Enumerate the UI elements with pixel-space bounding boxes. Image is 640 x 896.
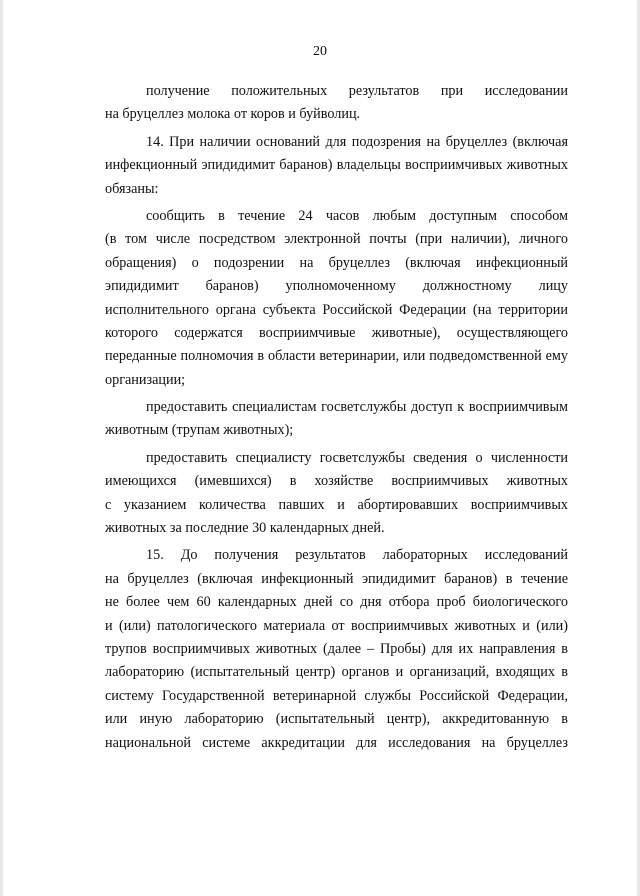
text-line: не более чем 60 календарных дней со дня отбора проб биологического — [105, 594, 568, 611]
text-line: обязаны: — [105, 180, 159, 197]
paragraph-6 — [105, 544, 568, 755]
text-line: переданные полномочия в области ветеринарии, или подведомственной ему — [105, 348, 568, 365]
text-line: предоставить специалисту госветслужбы сведения о численности — [146, 449, 568, 466]
text-line: на бруцеллез (включая инфекционный эпидидимит баранов) в течение — [105, 570, 568, 587]
text-line: 14. При наличии оснований для подозрения на бруцеллез (включая — [146, 133, 568, 150]
text-line: на бруцеллез молока от коров и буйволиц. — [105, 106, 361, 123]
text-line: сообщить в течение 24 часов любым доступным способом — [146, 207, 568, 224]
scan-edge-left — [0, 0, 3, 896]
text-line: имеющихся (имевшихся) в хозяйстве восприимчивых животных — [105, 473, 568, 490]
text-line: трупов восприимчивых животных (далее – Пробы) для их направления в — [105, 640, 568, 657]
text-line: лабораторию (испытательный центр) органов и организаций, входящих в — [105, 664, 568, 681]
text-line: животных за последние 30 календарных дней. — [105, 520, 385, 537]
text-line: организации; — [105, 371, 186, 388]
text-line: и (или) патологического материала от восприимчивых животных и (или) — [105, 617, 568, 634]
paragraph-3 — [105, 205, 568, 392]
text-line: исполнительного органа субъекта Российской Федерации (на территории — [105, 301, 568, 318]
text-line: или иную лабораторию (испытательный центр), аккредитованную в — [105, 711, 568, 728]
text-line: с указанием количества павших и абортировавших восприимчивых — [105, 496, 568, 513]
paragraph-1 — [105, 80, 568, 127]
paragraph-4 — [105, 396, 568, 443]
text-line: обращения) о подозрении на бруцеллез (включая инфекционный — [105, 254, 568, 271]
paragraph-5 — [105, 447, 568, 541]
text-line: животным (трупам животных); — [105, 422, 294, 439]
text-line: которого содержатся восприимчивые животные), осуществляющего — [105, 324, 568, 341]
text-line: эпидидимит баранов) уполномоченному должностному лицу — [105, 278, 568, 295]
text-line: получение положительных результатов при исследовании — [146, 83, 568, 99]
text-line: 15. До получения результатов лабораторных исследований — [146, 547, 568, 564]
document-body — [105, 80, 568, 755]
text-line: национальной системе аккредитации для исследования на бруцеллез — [105, 734, 568, 751]
page-number: 20 — [313, 44, 327, 59]
text-line: систему Государственной ветеринарной службы Российской Федерации, — [105, 687, 568, 704]
text-line: инфекционный эпидидимит баранов) владельцы восприимчивых животных — [105, 157, 568, 174]
text-line: (в том числе посредством электронной почты (при наличии), личного — [105, 231, 568, 248]
paragraph-2 — [105, 131, 568, 201]
text-line: предоставить специалистам госветслужбы доступ к восприимчивым — [146, 399, 568, 416]
